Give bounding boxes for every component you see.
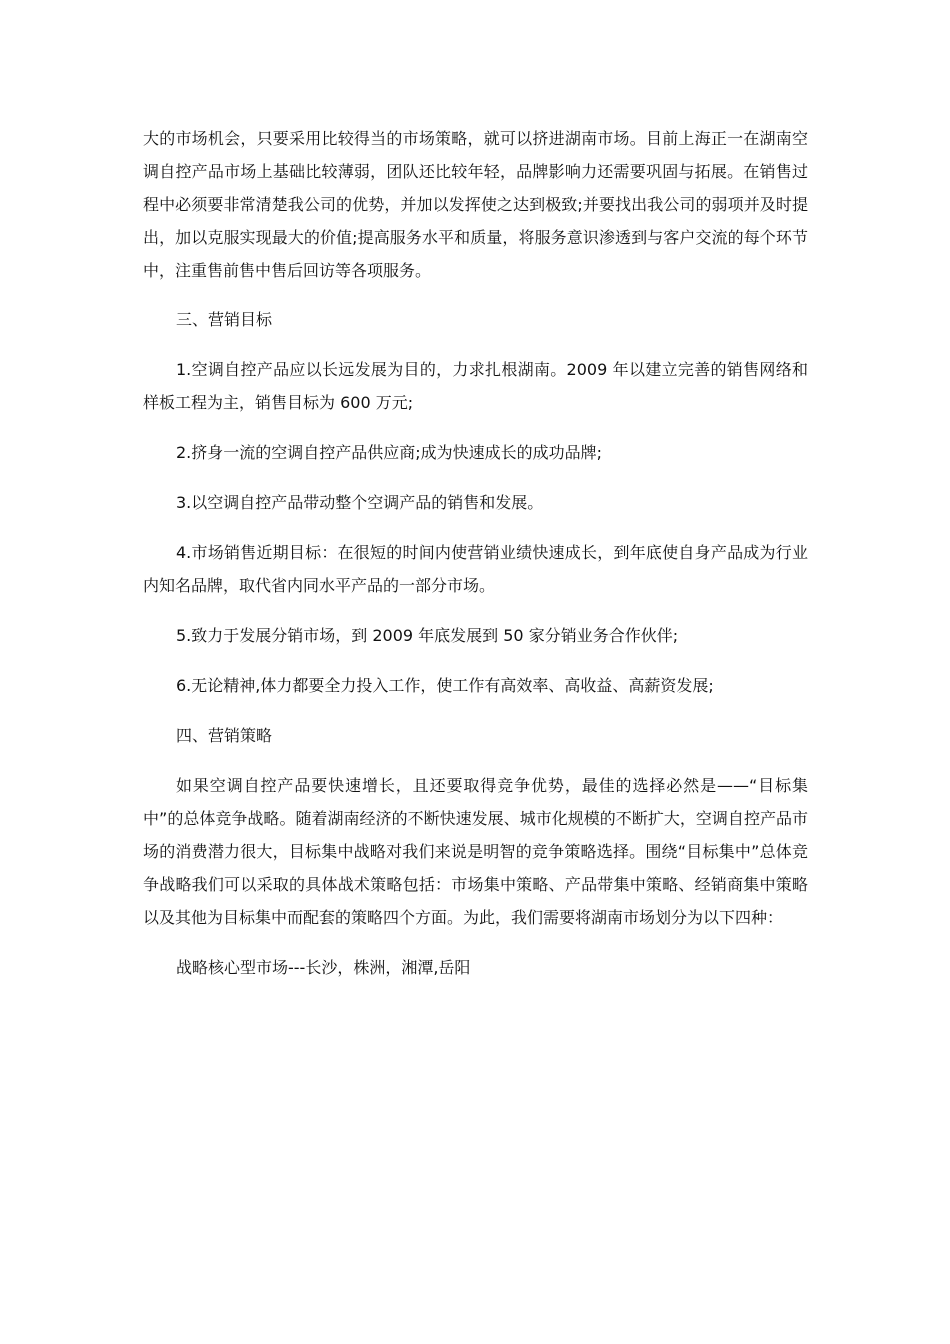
paragraph-market-intro: 大的市场机会，只要采用比较得当的市场策略，就可以挤进湖南市场。目前上海正一在湖南空调自控产品市场上基础比较薄弱，团队还比较年轻，品牌影响力还需要巩固与拓展。在销售过程中必须要非常清楚我公司的优势，并加以发挥使之达到极致;并要找出我公司的弱项并及时提出，加以克服实现最大的价值;提高服务水平和质量，将服务意识渗透到与客户交流的每个环节中，注重售前售中售后回访等各项服务。 — [143, 129, 808, 280]
goal-item-1: 1.空调自控产品应以长远发展为目的，力求扎根湖南。2009 年以建立完善的销售网络和样板工程为主，销售目标为 600 万元; — [143, 360, 808, 412]
document-body — [143, 122, 808, 984]
goal-item-2: 2.挤身一流的空调自控产品供应商;成为快速成长的成功品牌; — [176, 443, 603, 462]
goal-item-4: 4.市场销售近期目标：在很短的时间内使营销业绩快速成长，到年底使自身产品成为行业内知名品牌，取代省内同水平产品的一部分市场。 — [143, 543, 808, 595]
goal-item-3: 3.以空调自控产品带动整个空调产品的销售和发展。 — [176, 493, 544, 512]
heading-marketing-strategy: 四、营销策略 — [176, 726, 273, 745]
goal-item-5: 5.致力于发展分销市场，到 2009 年底发展到 50 家分销业务合作伙伴; — [176, 626, 679, 645]
goal-item-6: 6.无论精神,体力都要全力投入工作，使工作有高效率、高收益、高薪资发展; — [176, 676, 714, 695]
paragraph-core-market: 战略核心型市场---长沙，株洲，湘潭,岳阳 — [176, 958, 471, 977]
heading-marketing-goals: 三、营销目标 — [176, 310, 273, 329]
paragraph-strategy: 如果空调自控产品要快速增长，且还要取得竞争优势，最佳的选择必然是——“目标集中”的总体竞争战略。随着湖南经济的不断快速发展、城市化规模的不断扩大，空调自控产品市场的消费潜力很大，目标集中战略对我们来说是明智的竞争策略选择。围绕“目标集中”总体竞争战略我们可以采取的具体战术策略包括：市场集中策略、产品带集中策略、经销商集中策略以及其他为目标集中而配套的策略四个方面。为此，我们需要将湖南市场划分为以下四种： — [143, 776, 808, 927]
